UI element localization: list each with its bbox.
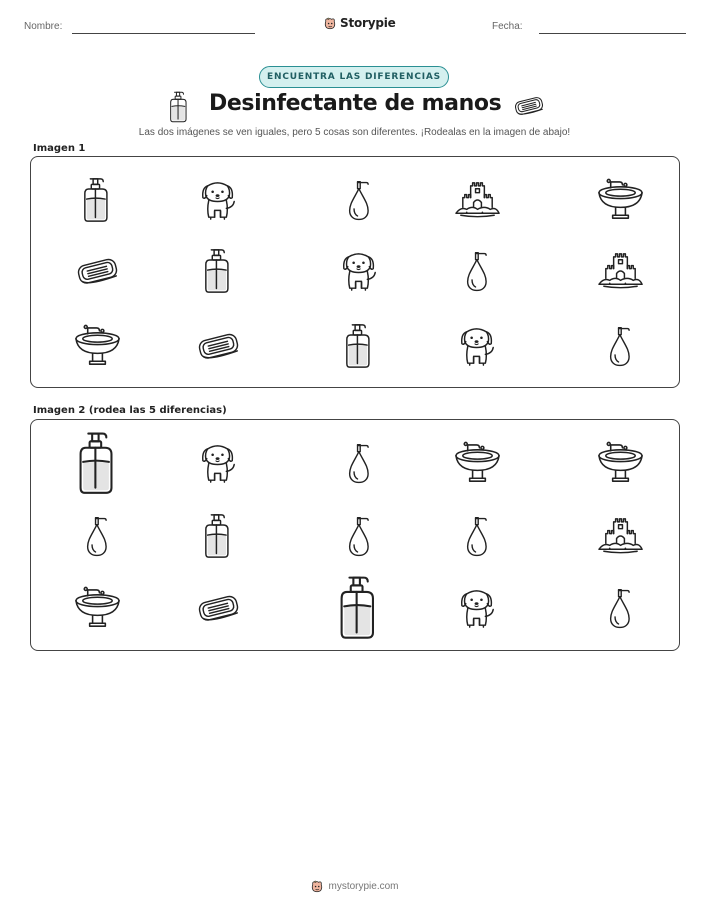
sink-icon <box>596 178 645 221</box>
date-field[interactable] <box>539 33 686 34</box>
footer-url[interactable]: mystorypie.com <box>328 881 399 892</box>
sandcastle-icon <box>596 514 645 557</box>
puppy-icon <box>455 324 498 367</box>
name-label: Nombre: <box>24 21 63 32</box>
image1-label: Imagen 1 <box>33 143 86 154</box>
image2-soap-drop-r1c3[interactable] <box>347 442 372 484</box>
image1-puppy-r2c3 <box>337 249 380 292</box>
image1-pump-bottle-r3c3 <box>345 323 373 369</box>
image1-pump-bottle-r1c1 <box>83 177 111 223</box>
image2-puppy-r3c4[interactable] <box>455 586 498 629</box>
sandcastle-icon <box>596 249 645 292</box>
image2-soap-drop-r2c1[interactable] <box>85 515 110 557</box>
image2-puppy-r1c2[interactable] <box>196 441 239 484</box>
image1-soap-drop-r1c3 <box>347 179 372 221</box>
puppy-icon <box>337 249 380 292</box>
soap-bar-icon <box>196 593 241 624</box>
image1-puppy-r1c2 <box>196 178 239 221</box>
image1-pump-bottle-r2c2 <box>204 248 232 294</box>
brand <box>323 13 396 33</box>
page-title: Desinfectante de manos <box>209 91 502 116</box>
brand-name: Storypie <box>340 16 396 30</box>
pump-bottle-icon <box>339 575 378 640</box>
sandcastle-icon <box>453 178 502 221</box>
storypie-logo-icon <box>323 16 337 31</box>
pump-bottle-icon <box>204 513 232 559</box>
image2-soap-drop-r2c3[interactable] <box>347 515 372 557</box>
image2-soap-bar-r3c2[interactable] <box>196 593 241 624</box>
title-row <box>0 91 709 125</box>
name-field[interactable] <box>72 33 255 34</box>
pump-bottle-icon <box>78 431 117 495</box>
image2-sink-r3c1[interactable] <box>73 586 122 629</box>
image1-soap-bar-r2c1 <box>75 256 120 287</box>
image1-soap-bar-r3c2 <box>196 331 241 362</box>
soap-drop-icon <box>347 442 372 484</box>
pump-bottle-icon <box>168 91 190 123</box>
soap-drop-icon <box>347 179 372 221</box>
pump-bottle-icon <box>345 323 373 369</box>
badge-text: ENCUENTRA LAS DIFERENCIAS <box>267 72 441 82</box>
sink-icon <box>73 324 122 367</box>
image1-sandcastle-r2c5 <box>596 249 645 292</box>
soap-bar-icon <box>513 95 545 117</box>
image2-soap-drop-r2c4[interactable] <box>465 515 490 557</box>
sink-icon <box>453 441 502 484</box>
image1-sandcastle-r1c4 <box>453 178 502 221</box>
storypie-logo-icon <box>310 879 324 894</box>
image2-label: Imagen 2 (rodea las 5 diferencias) <box>33 405 227 416</box>
image2-panel[interactable] <box>30 419 680 651</box>
instructions: Las dos imágenes se ven iguales, pero 5 cosas son diferentes. ¡Rodealas en la imagen de abajo! <box>138 127 571 138</box>
image2-sink-r1c5[interactable] <box>596 441 645 484</box>
image1-soap-drop-r2c4 <box>465 250 490 292</box>
puppy-icon <box>455 586 498 629</box>
image1-panel <box>30 156 680 388</box>
worksheet-header <box>0 0 709 50</box>
soap-drop-icon <box>608 587 633 629</box>
puppy-icon <box>196 441 239 484</box>
image2-pump-bottle-r1c1[interactable] <box>78 431 117 495</box>
puppy-icon <box>196 178 239 221</box>
soap-drop-icon <box>347 515 372 557</box>
image1-soap-drop-r3c5 <box>608 325 633 367</box>
soap-drop-icon <box>85 515 110 557</box>
image1-puppy-r3c4 <box>455 324 498 367</box>
image1-sink-r1c5 <box>596 178 645 221</box>
activity-badge <box>259 66 449 88</box>
image2-pump-bottle-r3c3[interactable] <box>339 575 378 640</box>
image2-soap-drop-r3c5[interactable] <box>608 587 633 629</box>
date-label: Fecha: <box>492 21 523 32</box>
image2-sink-r1c4[interactable] <box>453 441 502 484</box>
soap-drop-icon <box>608 325 633 367</box>
soap-drop-icon <box>465 515 490 557</box>
soap-bar-icon <box>75 256 120 287</box>
soap-drop-icon <box>465 250 490 292</box>
pump-bottle-icon <box>83 177 111 223</box>
pump-bottle-icon <box>204 248 232 294</box>
image2-pump-bottle-r2c2[interactable] <box>204 513 232 559</box>
image1-sink-r3c1 <box>73 324 122 367</box>
sink-icon <box>73 586 122 629</box>
image2-sandcastle-r2c5[interactable] <box>596 514 645 557</box>
sink-icon <box>596 441 645 484</box>
footer <box>0 879 709 894</box>
soap-bar-icon <box>196 331 241 362</box>
